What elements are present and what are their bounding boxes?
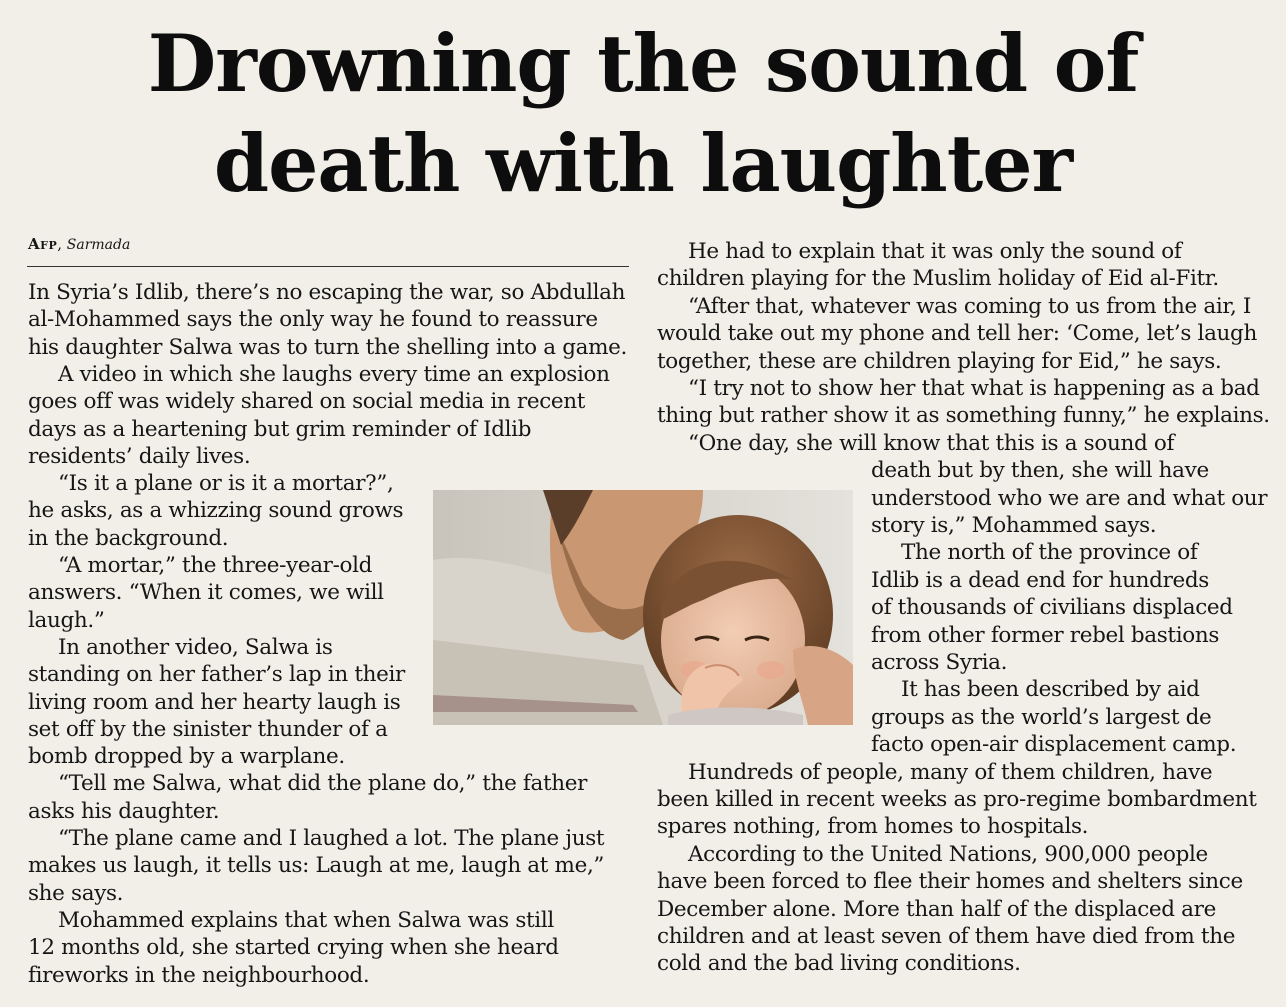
article-line: fireworks in the neighbourhood. — [28, 962, 370, 988]
article-line: living room and her hearty laugh is — [28, 689, 401, 715]
article-line: According to the United Nations, 900,000 people — [688, 841, 1208, 867]
article-line: would take out my phone and tell her: ‘Come, let’s laugh — [657, 321, 1257, 347]
article-line: laugh.” — [28, 607, 105, 633]
article-line: children and at least seven of them have died from the — [657, 924, 1236, 949]
article-line: story is,” Mohammed says. — [871, 513, 1157, 538]
article-line: been killed in recent weeks as pro-regime bombardment — [657, 787, 1257, 812]
article-line: “After that, whatever was coming to us from the air, I — [688, 293, 1252, 319]
article-line: Idlib is a dead end for hundreds — [871, 567, 1209, 593]
article-line: al-Mohammed says the only way he found to reassure — [28, 307, 598, 333]
article-line: “A mortar,” the three-year-old — [58, 553, 373, 578]
article-line: understood who we are and what our — [871, 485, 1268, 511]
photo-man-and-child — [433, 490, 853, 725]
article-line: across Syria. — [871, 650, 1008, 675]
article-line: December alone. More than half of the displaced are — [657, 896, 1216, 922]
headline — [0, 14, 1286, 214]
article-line: residents’ daily lives. — [28, 443, 251, 469]
article-line: 12 months old, she started crying when she heard — [28, 935, 559, 961]
article-line: standing on her father’s lap in their — [28, 662, 405, 688]
article-line: thing but rather show it as something funny,” he explains. — [657, 403, 1270, 429]
article-line: he asks, as a whizzing sound grows — [28, 498, 404, 524]
headline-line-2: death with laughter — [213, 117, 1073, 210]
headline-line-1: Drowning the sound of — [147, 17, 1139, 110]
article-line: she says. — [28, 880, 124, 906]
byline-agency: Afp — [28, 235, 58, 253]
article-line: In Syria’s Idlib, there’s no escaping the war, so Abdullah — [28, 280, 626, 305]
article-line: asks his daughter. — [28, 798, 220, 824]
article-line: from other former rebel bastions — [871, 622, 1220, 648]
article-line: makes us laugh, it tells us: Laugh at me, laugh at me,” — [28, 853, 605, 879]
byline-rule — [27, 266, 629, 267]
article-line: It has been described by aid — [901, 677, 1200, 703]
article-line: The north of the province of — [901, 540, 1198, 566]
article-line: goes off was widely shared on social media in recent — [28, 389, 586, 415]
article-line: A video in which she laughs every time an explosion — [58, 361, 610, 387]
article-photo — [433, 490, 853, 725]
article-line: Hundreds of people, many of them children, have — [688, 759, 1213, 785]
article-line: “Tell me Salwa, what did the plane do,” the father — [58, 771, 588, 797]
article-line: “I try not to show her that what is happening as a bad — [688, 376, 1260, 401]
article-line: bomb dropped by a warplane. — [28, 744, 345, 770]
byline-place: Sarmada — [66, 237, 131, 253]
article-line: of thousands of civilians displaced — [871, 595, 1233, 621]
article-line: In another video, Salwa is — [58, 634, 333, 660]
byline: Afp, Sarmada — [28, 235, 131, 253]
article-line: He had to explain that it was only the sound of — [688, 239, 1182, 264]
article-line: in the background. — [28, 525, 229, 551]
article-line: facto open-air displacement camp. — [871, 732, 1237, 758]
article-line: “One day, she will know that this is a sound of — [688, 430, 1175, 456]
article-line: cold and the bad living conditions. — [657, 951, 1021, 977]
article-line: children playing for the Muslim holiday of Eid al-Fitr. — [657, 266, 1219, 292]
article-line: answers. “When it comes, we will — [28, 580, 384, 606]
article-line: his daughter Salwa was to turn the shelling into a game. — [28, 334, 627, 360]
article-line: have been forced to flee their homes and shelters since — [657, 869, 1243, 895]
article-line: spares nothing, from homes to hospitals. — [657, 814, 1089, 840]
article-line: groups as the world’s largest de — [871, 704, 1212, 730]
article-line: days as a heartening but grim reminder of Idlib — [28, 416, 532, 442]
article-line: together, these are children playing for Eid,” he says. — [657, 348, 1222, 374]
article-line: death but by then, she will have — [871, 458, 1209, 484]
article-line: “Is it a plane or is it a mortar?”, — [58, 471, 394, 497]
article-line: Mohammed explains that when Salwa was still — [58, 907, 554, 933]
article-line: set off by the sinister thunder of a — [28, 716, 388, 742]
article-line: “The plane came and I laughed a lot. The plane just — [58, 826, 605, 851]
